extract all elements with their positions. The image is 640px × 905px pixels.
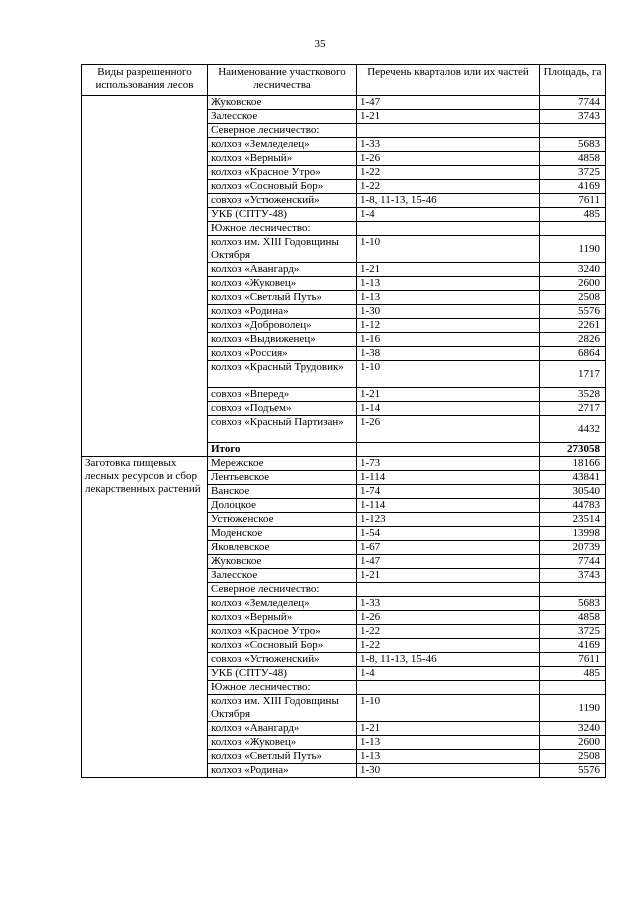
forestry-name-cell: колхоз им. XIII Годовщины Октября <box>208 236 357 263</box>
forestry-name-cell: колхоз «Родина» <box>208 764 357 778</box>
forestry-name-cell: совхоз «Устюженский» <box>208 194 357 208</box>
area-cell <box>540 124 606 138</box>
quarters-cell: 1-47 <box>357 96 540 110</box>
area-cell: 2826 <box>540 333 606 347</box>
forestry-name-cell: Устюженское <box>208 513 357 527</box>
quarters-cell: 1-13 <box>357 750 540 764</box>
area-cell: 7611 <box>540 653 606 667</box>
quarters-cell <box>357 681 540 695</box>
area-cell: 1190 <box>540 695 606 722</box>
forestry-name-cell: Лентьевское <box>208 471 357 485</box>
area-cell: 485 <box>540 208 606 222</box>
quarters-cell: 1-26 <box>357 152 540 166</box>
header-area: Площадь, га <box>540 65 606 96</box>
forestry-name-cell: Залесское <box>208 569 357 583</box>
quarters-cell: 1-22 <box>357 639 540 653</box>
area-cell: 4169 <box>540 180 606 194</box>
area-cell: 4858 <box>540 152 606 166</box>
area-cell: 6864 <box>540 347 606 361</box>
area-cell: 18166 <box>540 457 606 471</box>
forest-use-table <box>81 64 606 778</box>
quarters-cell <box>357 583 540 597</box>
area-cell: 43841 <box>540 471 606 485</box>
area-cell: 7611 <box>540 194 606 208</box>
quarters-cell: 1-67 <box>357 541 540 555</box>
area-cell: 13998 <box>540 527 606 541</box>
quarters-cell: 1-13 <box>357 277 540 291</box>
table-header-row <box>82 65 606 96</box>
forestry-name-cell: УКБ (СПТУ-48) <box>208 208 357 222</box>
use-type-cell <box>82 96 208 457</box>
quarters-cell: 1-73 <box>357 457 540 471</box>
area-cell: 1717 <box>540 361 606 388</box>
forestry-name-cell: колхоз «Россия» <box>208 347 357 361</box>
quarters-cell: 1-21 <box>357 388 540 402</box>
area-cell: 3528 <box>540 388 606 402</box>
quarters-cell <box>357 124 540 138</box>
quarters-cell: 1-13 <box>357 736 540 750</box>
quarters-cell: 1-21 <box>357 569 540 583</box>
area-cell: 5683 <box>540 138 606 152</box>
forestry-name-cell: Северное лесничество: <box>208 124 357 138</box>
forestry-name-cell: колхоз «Верный» <box>208 611 357 625</box>
forestry-name-cell: Ванское <box>208 485 357 499</box>
quarters-cell: 1-22 <box>357 166 540 180</box>
quarters-cell: 1-16 <box>357 333 540 347</box>
area-cell: 3725 <box>540 625 606 639</box>
area-cell: 485 <box>540 667 606 681</box>
area-cell <box>540 681 606 695</box>
area-cell <box>540 222 606 236</box>
forestry-name-cell: колхоз «Земледелец» <box>208 597 357 611</box>
quarters-cell: 1-30 <box>357 764 540 778</box>
quarters-cell: 1-114 <box>357 471 540 485</box>
header-quarters: Перечень кварталов или их частей <box>357 65 540 96</box>
forestry-name-cell: совхоз «Устюженский» <box>208 653 357 667</box>
page-number: 35 <box>314 38 326 50</box>
quarters-cell: 1-8, 11-13, 15-46 <box>357 194 540 208</box>
area-cell: 4858 <box>540 611 606 625</box>
area-cell: 1190 <box>540 236 606 263</box>
area-cell: 5576 <box>540 764 606 778</box>
forestry-name-cell: колхоз «Выдвиженец» <box>208 333 357 347</box>
area-cell: 3743 <box>540 569 606 583</box>
quarters-cell: 1-26 <box>357 611 540 625</box>
area-cell: 7744 <box>540 96 606 110</box>
total-quarters-empty <box>357 443 540 457</box>
forestry-name-cell: совхоз «Вперед» <box>208 388 357 402</box>
forestry-name-cell: Моденское <box>208 527 357 541</box>
area-cell: 2508 <box>540 750 606 764</box>
quarters-cell: 1-21 <box>357 722 540 736</box>
forestry-name-cell: Долоцкое <box>208 499 357 513</box>
quarters-cell: 1-22 <box>357 625 540 639</box>
table-row <box>82 457 606 471</box>
header-use-type: Виды разрешенного использования лесов <box>82 65 208 96</box>
quarters-cell: 1-74 <box>357 485 540 499</box>
area-cell: 20739 <box>540 541 606 555</box>
area-cell: 2508 <box>540 291 606 305</box>
forestry-name-cell: Залесское <box>208 110 357 124</box>
forestry-name-cell: колхоз «Сосновый Бор» <box>208 639 357 653</box>
area-cell: 4169 <box>540 639 606 653</box>
forestry-name-cell: Жуковское <box>208 96 357 110</box>
quarters-cell: 1-10 <box>357 236 540 263</box>
quarters-cell <box>357 222 540 236</box>
total-area: 273058 <box>540 443 606 457</box>
forestry-name-cell: Южное лесничество: <box>208 222 357 236</box>
area-cell: 4432 <box>540 416 606 443</box>
area-cell: 44783 <box>540 499 606 513</box>
forestry-name-cell: колхоз «Светлый Путь» <box>208 291 357 305</box>
quarters-cell: 1-33 <box>357 597 540 611</box>
forestry-name-cell: колхоз «Светлый Путь» <box>208 750 357 764</box>
quarters-cell: 1-4 <box>357 667 540 681</box>
forestry-name-cell: совхоз «Подъем» <box>208 402 357 416</box>
quarters-cell: 1-47 <box>357 555 540 569</box>
area-cell: 3743 <box>540 110 606 124</box>
quarters-cell: 1-21 <box>357 263 540 277</box>
forestry-name-cell: колхоз «Земледелец» <box>208 138 357 152</box>
area-cell: 30540 <box>540 485 606 499</box>
area-cell: 2600 <box>540 736 606 750</box>
forestry-name-cell: колхоз «Красный Трудовик» <box>208 361 357 388</box>
quarters-cell: 1-30 <box>357 305 540 319</box>
quarters-cell: 1-26 <box>357 416 540 443</box>
quarters-cell: 1-22 <box>357 180 540 194</box>
forestry-name-cell: совхоз «Красный Партизан» <box>208 416 357 443</box>
area-cell: 2717 <box>540 402 606 416</box>
quarters-cell: 1-10 <box>357 695 540 722</box>
forestry-name-cell: колхоз «Родина» <box>208 305 357 319</box>
forestry-name-cell: колхоз «Жуковец» <box>208 277 357 291</box>
area-cell: 2600 <box>540 277 606 291</box>
forestry-name-cell: колхоз «Верный» <box>208 152 357 166</box>
forestry-name-cell: колхоз «Красное Утро» <box>208 166 357 180</box>
quarters-cell: 1-12 <box>357 319 540 333</box>
quarters-cell: 1-4 <box>357 208 540 222</box>
quarters-cell: 1-14 <box>357 402 540 416</box>
use-type-cell: Заготовка пищевых лесных ресурсов и сбор лекарственных растений <box>82 457 208 778</box>
area-cell <box>540 583 606 597</box>
area-cell: 7744 <box>540 555 606 569</box>
forestry-name-cell: колхоз «Доброволец» <box>208 319 357 333</box>
forestry-name-cell: Яковлевское <box>208 541 357 555</box>
header-forestry: Наименование участкового лесничества <box>208 65 357 96</box>
table-body <box>82 96 606 778</box>
area-cell: 2261 <box>540 319 606 333</box>
forestry-name-cell: колхоз «Красное Утро» <box>208 625 357 639</box>
quarters-cell: 1-54 <box>357 527 540 541</box>
table-row <box>82 96 606 110</box>
quarters-cell: 1-8, 11-13, 15-46 <box>357 653 540 667</box>
area-cell: 3725 <box>540 166 606 180</box>
forestry-name-cell: колхоз «Сосновый Бор» <box>208 180 357 194</box>
forestry-name-cell: УКБ (СПТУ-48) <box>208 667 357 681</box>
area-cell: 5683 <box>540 597 606 611</box>
quarters-cell: 1-21 <box>357 110 540 124</box>
total-label: Итого <box>208 443 357 457</box>
quarters-cell: 1-13 <box>357 291 540 305</box>
forestry-name-cell: колхоз «Жуковец» <box>208 736 357 750</box>
area-cell: 23514 <box>540 513 606 527</box>
quarters-cell: 1-38 <box>357 347 540 361</box>
area-cell: 3240 <box>540 263 606 277</box>
forestry-name-cell: Южное лесничество: <box>208 681 357 695</box>
forestry-name-cell: колхоз им. XIII Годовщины Октября <box>208 695 357 722</box>
area-cell: 3240 <box>540 722 606 736</box>
quarters-cell: 1-33 <box>357 138 540 152</box>
forestry-name-cell: колхоз «Авангард» <box>208 722 357 736</box>
quarters-cell: 1-114 <box>357 499 540 513</box>
forestry-name-cell: Мережское <box>208 457 357 471</box>
area-cell: 5576 <box>540 305 606 319</box>
quarters-cell: 1-10 <box>357 361 540 388</box>
forestry-name-cell: Жуковское <box>208 555 357 569</box>
quarters-cell: 1-123 <box>357 513 540 527</box>
forestry-name-cell: Северное лесничество: <box>208 583 357 597</box>
forestry-name-cell: колхоз «Авангард» <box>208 263 357 277</box>
